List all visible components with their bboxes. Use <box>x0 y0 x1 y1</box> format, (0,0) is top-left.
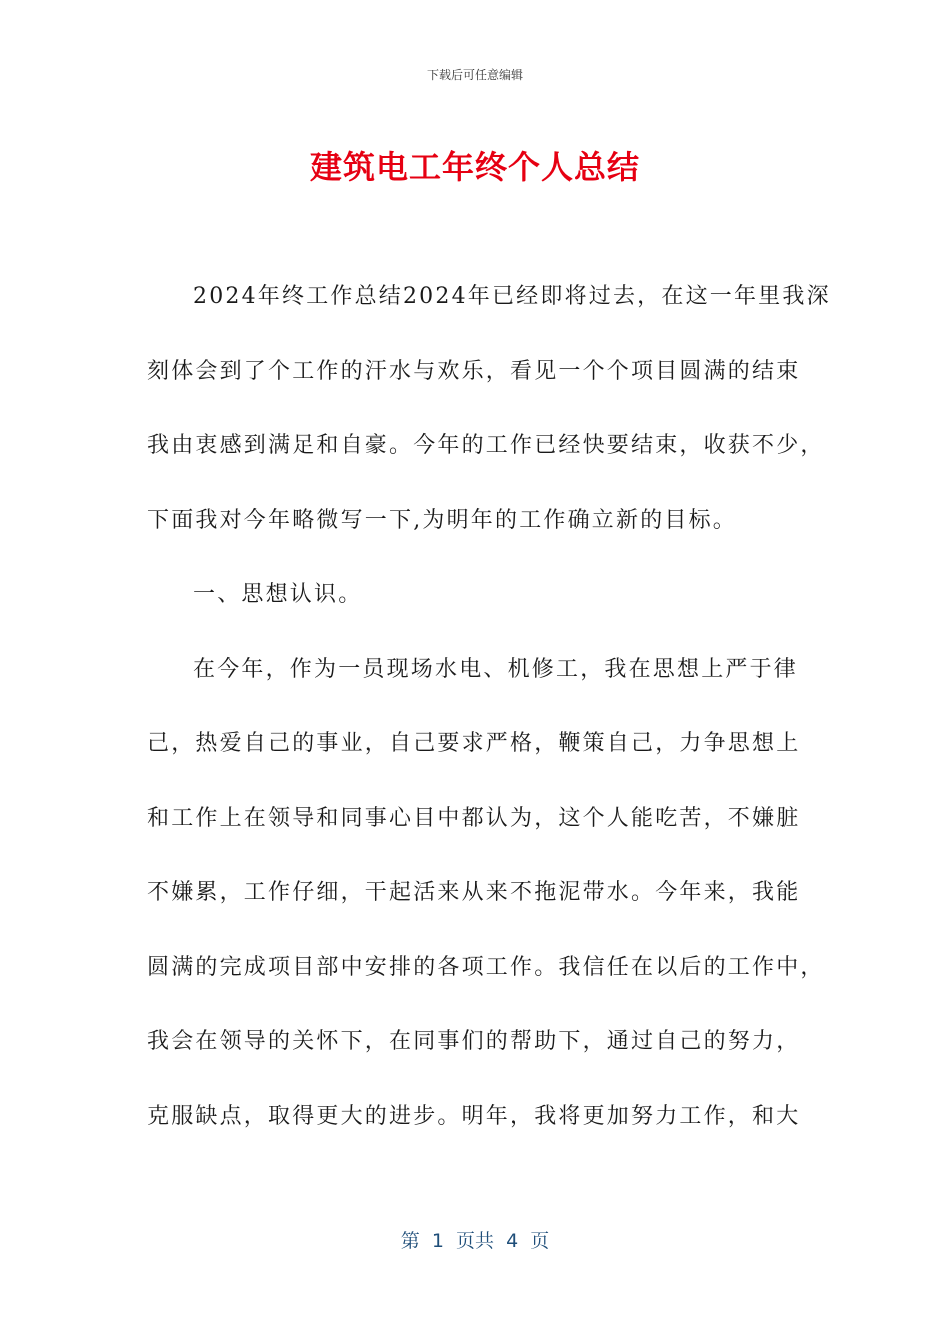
paragraph-line: 刻体会到了个工作的汗水与欢乐，看见一个个项目圆满的结束 <box>147 358 801 384</box>
paragraph-line: 在今年，作为一员现场水电、机修工，我在思想上严于律 <box>193 656 799 682</box>
paragraph-line: 2024年终工作总结2024年已经即将过去，在这一年里我深 <box>193 284 831 309</box>
page-number-footer: 第 1 页共 4 页 <box>400 1230 550 1252</box>
paragraph-line: 克服缺点，取得更大的进步。明年，我将更加努力工作，和大 <box>147 1103 801 1129</box>
paragraph-line: 圆满的完成项目部中安排的各项工作。我信任在以后的工作中， <box>147 954 825 980</box>
paragraph-line: 下面我对今年略微写一下,为明年的工作确立新的目标。 <box>147 507 737 533</box>
paragraph-line: 不嫌累，工作仔细，干起活来从来不拖泥带水。今年来，我能 <box>147 880 801 905</box>
section-heading: 一、思想认识。 <box>193 582 363 607</box>
paragraph-line: 我由衷感到满足和自豪。今年的工作已经快要结束，收获不少， <box>147 433 825 458</box>
paragraph-line: 我会在领导的关怀下，在同事们的帮助下，通过自己的努力， <box>147 1029 801 1054</box>
paragraph-line: 和工作上在领导和同事心目中都认为，这个人能吃苦，不嫌脏 <box>147 805 801 831</box>
paragraph-line: 己，热爱自己的事业，自己要求严格，鞭策自己，力争思想上 <box>147 731 801 756</box>
document-body <box>147 278 831 1172</box>
header-note: 下载后可任意编辑 <box>426 68 523 82</box>
document-title: 建筑电工年终个人总结 <box>309 148 640 186</box>
